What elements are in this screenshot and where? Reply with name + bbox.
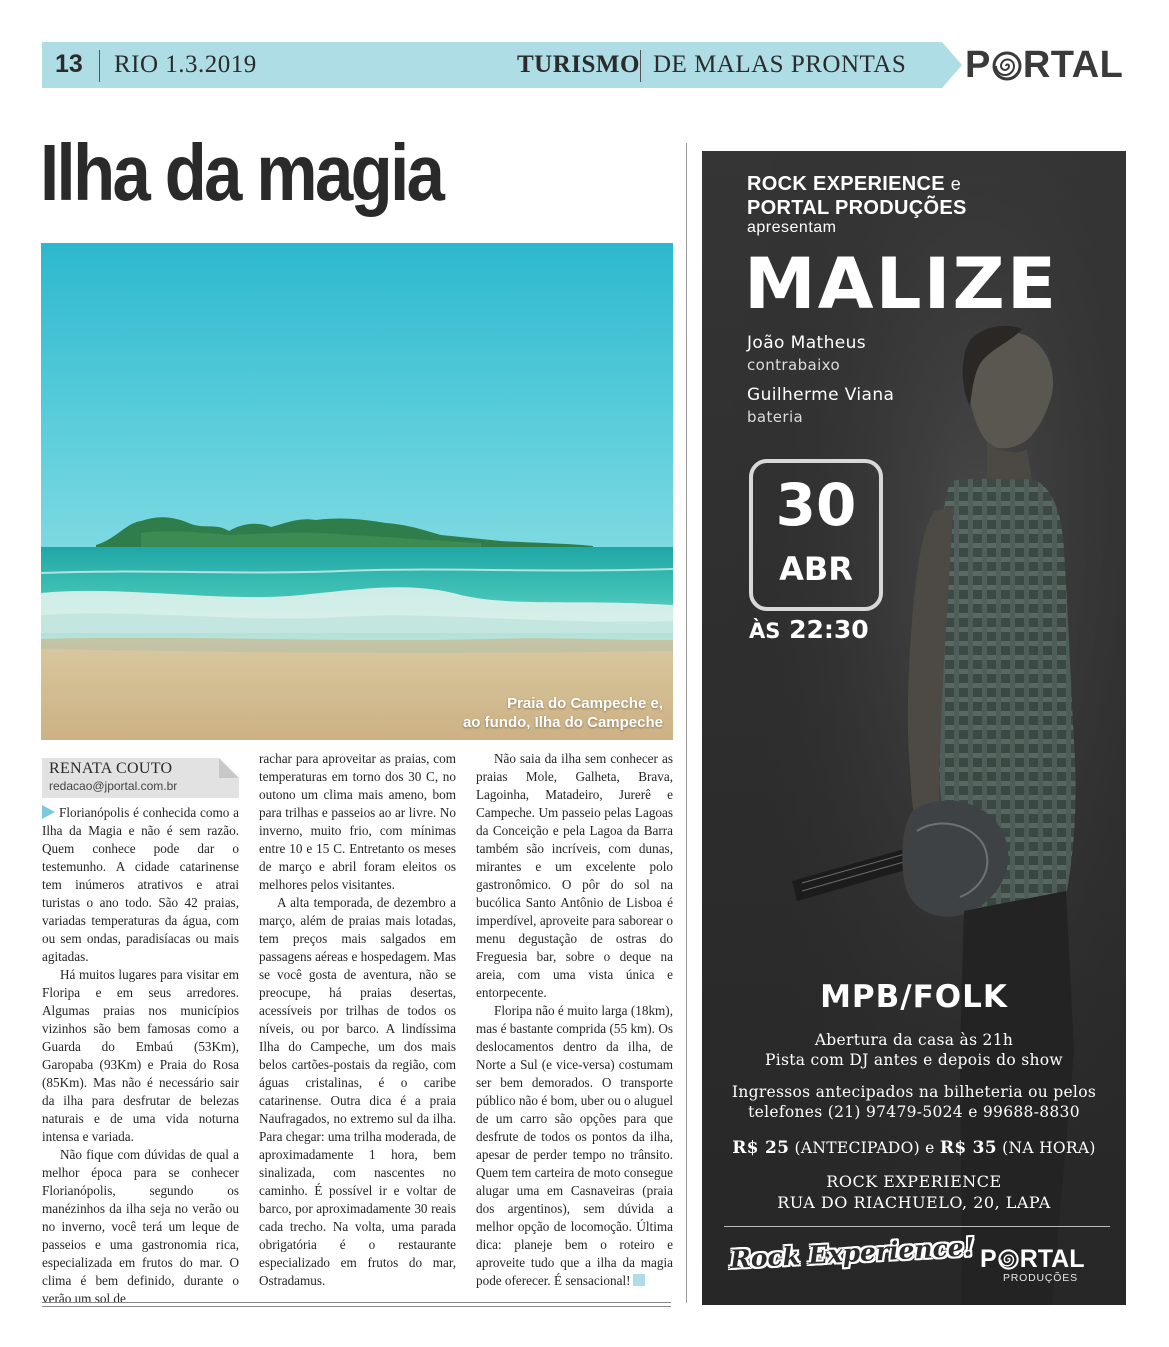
header-divider	[640, 50, 641, 82]
logo-subtitle: PRODUÇÕES	[1003, 1272, 1078, 1284]
caption-line-1: Praia do Campeche e,	[507, 695, 663, 712]
paragraph: Há muitos lugares para visitar em Floripa e em seus arredores. Algumas praias nos municípios vizinhos são bem famosas como a Guarda do Embaú (53Km), Garopaba (93Km) e Praia do Rosa (85Km). Mas não é necessário sair da ilha para desfrutar de belezas naturais e de uma vida noturna intensa e variada.	[42, 967, 239, 1144]
date-month: ABR	[779, 550, 853, 588]
logo-text-right: RTAL	[1022, 44, 1124, 86]
show-time	[749, 615, 869, 644]
caption-line-2: ao fundo, Ilha do Campeche	[462, 714, 663, 731]
price-2: R$ 35	[939, 1138, 997, 1158]
article-column-2	[259, 750, 456, 1290]
column-divider	[686, 143, 687, 1303]
presenter-1-text: ROCK EXPERIENCE	[747, 173, 945, 195]
header-divider	[99, 50, 100, 82]
swirl-icon	[998, 1249, 1019, 1270]
city-date: RIO 1.3.2019	[114, 51, 257, 78]
ad-divider	[724, 1226, 1110, 1227]
price-2-label: (NA HORA)	[1002, 1139, 1096, 1157]
paragraph: A alta temporada, de dezembro a março, além de praias mais lotadas, tem preços mais salgados em passagens aéreas e hospedagem. Mas se você gosta de aventura, não se preocupe, há praias desertas, acessíveis por trilhas de todos os níveis, ou por barco. A lindíssima Ilha do Campeche, um dos mais belos cartões-postais da região, com águas cristalinas, é o caribe catarinense. Outra dica é a praia Naufragados, no extremo sul da ilha. Para chegar: uma trilha moderada, de aproximadamente 1 hora, bem sinalizada, com nascentes no caminho. É possível ir e voltar de barco, por aproximadamente 30 reais cada trecho. Na volta, uma parada obrigatória é o restaurante especializado em frutos do mar, Ostradamus.	[259, 895, 456, 1288]
portal-producoes-logo	[980, 1245, 1084, 1274]
date-box	[749, 459, 883, 611]
info-line: Abertura da casa às 21h	[814, 1031, 1014, 1049]
logo-text-left: P	[980, 1245, 997, 1273]
genre: MPB/FOLK	[820, 979, 1008, 1015]
end-square-icon	[633, 1274, 645, 1286]
beach-illustration	[41, 243, 673, 740]
paragraph	[42, 804, 239, 966]
price-and: e	[925, 1139, 935, 1157]
header-arrow	[942, 42, 962, 88]
presenter-and: e	[950, 174, 962, 194]
paragraph-text: Floripa não é muito larga (18km), mas é bastante comprida (55 km). Os deslocamentos dentro da ilha, de Norte a Sul (e vice-versa) costumam ser bem demorados. O transporte público não é bom, uber ou o aluguel de um carro são opções para que desfrute de todos os pontos da ilha, apesar de perder tempo no trânsito. Quem tem carteira de moto consegue alugar uma em Casnaveiras (praia dos argentinos), sem dúvida a melhor opção de locomoção. Última dica: planeje bem o roteiro e aproveite tudo que a ilha da magia pode oferecer. É sensacional!	[476, 1003, 673, 1288]
ad-presenter-1	[747, 173, 961, 196]
paragraph: rachar para aproveitar as praias, com temperaturas em torno dos 30 C, no outono um clima mais ameno, bom para trilhas e passeios ao ar livre. No inverno, muito frio, com mínimas entre 10 e 15 C. Entretanto os meses de março e abril foram eleitos os melhores pelos visitantes.	[259, 751, 456, 892]
member-1-instrument: contrabaixo	[747, 356, 841, 374]
headline: Ilha da magia	[40, 128, 443, 217]
author-email: redacao@jportal.com.br	[49, 779, 178, 793]
venue-name: ROCK EXPERIENCE	[826, 1172, 1002, 1191]
band-name: MALIZE	[744, 243, 1059, 325]
info-line: Ingressos antecipados na bilheteria ou pelos	[731, 1083, 1097, 1101]
paragraph: Não saia da ilha sem conhecer as praias Mole, Galheta, Brava, Lagoinha, Matadeiro, Jurerê e Campeche. Um passeio pelas Lagoas da Conceição e pela Lagoa da Barra também são incríveis, com dunas, mirantes e um excelente polo gastronômico. O pôr do sol na bucólica Santo Antônio de Lisboa é imperdível, aproveite para saborear o menu degustação de ostras do Freguesia bar, sobre o deque na areia, com uma vista única e entorpecente.	[476, 751, 673, 1000]
byline	[42, 758, 239, 798]
paragraph: Não fique com dúvidas de qual a melhor época para se conhecer Florianópolis, segundo os manézinhos da ilha seja no verão ou no inverno, você terá um leque de passeios e uma gastronomia rica, especializada em frutos do mar. O clima é bem definido, durante o verão um sol de	[42, 1147, 239, 1306]
ad-presents: apresentam	[747, 219, 837, 236]
time-prefix: ÀS	[749, 619, 781, 643]
ticket-prices	[702, 1138, 1126, 1158]
price-1: R$ 25	[732, 1138, 790, 1158]
member-2-instrument: bateria	[747, 408, 804, 426]
subsection-title: DE MALAS PRONTAS	[653, 51, 907, 78]
info-line: Pista com DJ antes e depois do show	[765, 1051, 1063, 1069]
logo-text-right: RTAL	[1019, 1245, 1085, 1273]
price-1-label: (ANTECIPADO)	[794, 1139, 920, 1157]
author-name: RENATA COUTO	[49, 760, 173, 777]
venue-address: RUA DO RIACHUELO, 20, LAPA	[777, 1193, 1051, 1212]
portal-logo	[965, 44, 1123, 87]
date-day: 30	[775, 471, 857, 539]
swirl-icon	[992, 51, 1022, 81]
article-column-1	[42, 804, 239, 1308]
page-number: 13	[55, 50, 83, 78]
photo-caption	[463, 694, 663, 732]
byline-corner-fold	[219, 758, 239, 778]
paragraph	[476, 1002, 673, 1290]
paragraph-text: Florianópolis é conhecida como a Ilha da Magia e não é sem razão. Quem conhece pode dar o testemunho. A cidade catarinense tem inúmeros atrativos e atrai turistas o ano todo. São 42 praias, variadas temperaturas da água, com ou sem ondas, paradisíacas ou mais agitadas.	[42, 805, 239, 964]
article-column-3	[476, 750, 673, 1290]
logo-text-left: P	[965, 44, 991, 86]
ad-presenter-2: PORTAL PRODUÇÕES	[747, 197, 967, 219]
triangle-bullet-icon	[42, 805, 55, 819]
rock-experience-logo: Rock Experience!	[729, 1232, 976, 1274]
concert-advertisement	[702, 151, 1126, 1305]
member-2-name: Guilherme Viana	[747, 385, 895, 405]
beach-photo	[41, 243, 673, 740]
time-value: 22:30	[789, 615, 869, 644]
section-title: TURISMO	[517, 51, 640, 78]
info-line: telefones (21) 97479-5024 e 99688-8830	[748, 1103, 1080, 1121]
member-1-name: João Matheus	[747, 333, 867, 353]
bottom-rule	[42, 1302, 671, 1307]
